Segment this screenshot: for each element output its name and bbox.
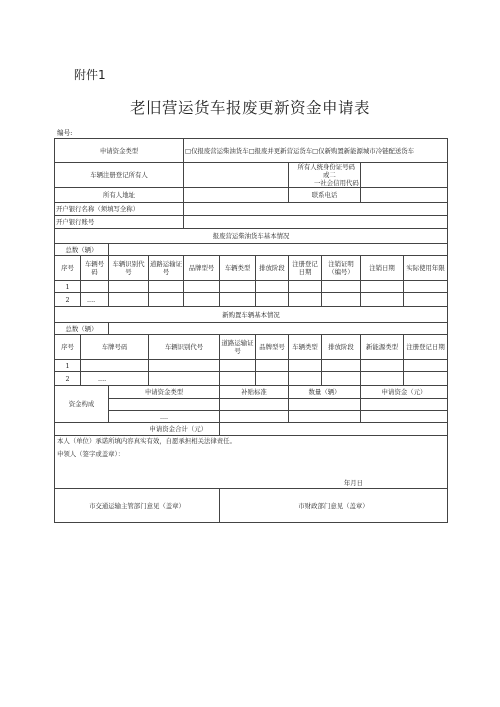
bank-name-value[interactable] <box>184 203 448 216</box>
new-section-title-row <box>55 307 448 323</box>
funding-cell[interactable] <box>289 399 361 411</box>
new-col-emission: 排放阶段 <box>322 335 361 360</box>
form-title: 老旧营运货车报废更新资金申请表 <box>129 99 370 117</box>
scrap-col-vin: 车辆识别代号 <box>109 256 149 281</box>
bank-account-row <box>55 216 448 229</box>
scrap-cell[interactable] <box>81 281 109 293</box>
new-col-index: 序号 <box>55 335 81 360</box>
funding-cell[interactable] <box>361 399 448 411</box>
scrap-cell[interactable] <box>149 293 184 307</box>
funding-header-row <box>55 386 448 399</box>
funding-col-type: 申请资金类型 <box>109 386 220 399</box>
funding-row-2 <box>55 411 448 423</box>
funding-col-standard: 补贴标准 <box>220 386 289 399</box>
owner-id-label <box>289 163 361 188</box>
new-row-ellipsis: .... <box>81 372 149 386</box>
scrap-cell[interactable] <box>289 293 322 307</box>
form-table <box>54 138 448 523</box>
scrap-cell[interactable] <box>256 293 289 307</box>
scrap-cell[interactable] <box>322 293 361 307</box>
contact-phone-value[interactable] <box>361 188 448 203</box>
new-col-reg-date: 注册登记日期 <box>404 335 448 360</box>
scrap-cell[interactable] <box>220 293 256 307</box>
bank-account-value[interactable] <box>184 216 448 229</box>
scrap-header-row <box>55 256 448 281</box>
funding-cell[interactable] <box>109 399 220 411</box>
scrap-col-transport-cert: 道路运输证号 <box>149 256 184 281</box>
scrap-total-row <box>55 244 448 256</box>
funding-col-quantity: 数量（辆） <box>289 386 361 399</box>
new-col-type: 车辆类型 <box>289 335 322 360</box>
bank-name-label: 开户银行名称（须填写全称） <box>55 203 184 216</box>
scrap-total-value[interactable] <box>109 244 448 256</box>
new-header-row <box>55 335 448 360</box>
owner-id-value[interactable] <box>361 163 448 188</box>
new-cell[interactable] <box>361 360 404 372</box>
scrap-col-brand: 品牌型号 <box>184 256 220 281</box>
owner-id-label-part2: 身份证号码或二 <box>323 163 355 179</box>
funding-total-row <box>55 423 448 436</box>
scrap-col-type: 车辆类型 <box>220 256 256 281</box>
scrap-row-1 <box>55 281 448 293</box>
declaration-cell <box>55 436 448 489</box>
new-row-index: 1 <box>55 360 81 372</box>
bank-account-label: 开户银行账号 <box>55 216 184 229</box>
new-total-label: 总数（辆） <box>55 323 109 335</box>
scrap-row-ellipsis: .... <box>81 293 109 307</box>
scrap-cell[interactable] <box>361 293 404 307</box>
scrap-cell[interactable] <box>184 293 220 307</box>
scrap-section-title: 报废营运柴油货车基本情况 <box>55 229 448 244</box>
owner-address-label: 所有人地址 <box>55 188 184 203</box>
scrap-col-service-years: 实际使用年限 <box>404 256 448 281</box>
funding-total-value[interactable] <box>220 423 448 436</box>
scrap-cell[interactable] <box>322 281 361 293</box>
scrap-row-index: 2 <box>55 293 81 307</box>
new-col-brand: 品牌型号 <box>256 335 289 360</box>
owner-id-label-part1: 所有人统 <box>297 163 324 171</box>
vehicle-owner-value[interactable] <box>184 163 289 188</box>
approvals-row <box>55 489 448 523</box>
scrap-cell[interactable] <box>109 293 149 307</box>
new-row-index: 2 <box>55 372 81 386</box>
new-cell[interactable] <box>81 360 149 372</box>
new-cell[interactable] <box>289 372 322 386</box>
new-col-transport-cert: 道路运输证号 <box>220 335 256 360</box>
new-col-vin: 车辆识别代号 <box>149 335 220 360</box>
signature-label: 申领人（签字或盖章）： <box>57 450 125 458</box>
scrap-cell[interactable] <box>404 293 448 307</box>
declaration-statement: 本人（单位）承诺所填内容真实有效，自愿承担相关法律责任。 <box>57 437 236 445</box>
scrap-row-index: 1 <box>55 281 81 293</box>
scrap-col-plate: 车辆号码 <box>81 256 109 281</box>
finance-approval[interactable]: 市财政部门意见（盖章） <box>220 489 448 523</box>
new-cell[interactable] <box>289 360 322 372</box>
funding-row-1 <box>55 399 448 411</box>
new-row-1 <box>55 360 448 372</box>
new-col-energy-type: 新能源类型 <box>361 335 404 360</box>
scrap-cell[interactable] <box>256 281 289 293</box>
funding-cell[interactable] <box>220 399 289 411</box>
scrap-cell[interactable] <box>184 281 220 293</box>
scrap-col-cancel-cert: 注销证明（编号） <box>322 256 361 281</box>
new-cell[interactable] <box>149 360 220 372</box>
funding-cell[interactable] <box>220 411 289 423</box>
scrap-section-title-row <box>55 229 448 244</box>
scrap-cell[interactable] <box>404 281 448 293</box>
scrap-col-emission: 排放阶段 <box>256 256 289 281</box>
fund-type-label: 申请资金类型 <box>55 139 184 163</box>
scrap-cell[interactable] <box>149 281 184 293</box>
new-cell[interactable] <box>361 372 404 386</box>
declaration-row <box>55 436 448 489</box>
contact-phone-label: 联系电话 <box>289 188 361 203</box>
new-cell[interactable] <box>220 372 256 386</box>
new-cell[interactable] <box>404 372 448 386</box>
fund-type-row <box>55 139 448 163</box>
funding-total-label: 申请资金合计（元） <box>55 423 220 436</box>
scrap-row-2 <box>55 293 448 307</box>
new-cell[interactable] <box>256 372 289 386</box>
owner-id-label-part3: 一社会信用代码 <box>314 179 359 187</box>
new-cell[interactable] <box>256 360 289 372</box>
new-total-row <box>55 323 448 335</box>
application-form <box>54 138 447 523</box>
new-cell[interactable] <box>220 360 256 372</box>
funding-col-amount: 申请资金（元） <box>361 386 448 399</box>
scrap-total-label: 总数（辆） <box>55 244 109 256</box>
new-cell[interactable] <box>149 372 220 386</box>
scrap-col-cancel-date: 注销日期 <box>361 256 404 281</box>
new-cell[interactable] <box>322 372 361 386</box>
date-label: 年月日 <box>343 479 364 487</box>
owner-address-row <box>55 188 448 203</box>
scrap-cell[interactable] <box>109 281 149 293</box>
vehicle-owner-row <box>55 163 448 188</box>
owner-address-value[interactable] <box>184 188 289 203</box>
scrap-cell[interactable] <box>220 281 256 293</box>
new-total-value[interactable] <box>109 323 448 335</box>
attachment-label: 附件1 <box>74 68 106 82</box>
serial-number-label: 编号: <box>57 129 73 137</box>
new-section-title: 新购置车辆基本情况 <box>55 307 448 323</box>
funding-label: 资金构成 <box>55 386 109 423</box>
vehicle-owner-label: 车辆注册登记所有人 <box>55 163 184 188</box>
scrap-cell[interactable] <box>289 281 322 293</box>
funding-cell[interactable] <box>289 411 361 423</box>
transport-approval[interactable]: 市交通运输主管部门意见（盖章） <box>55 489 220 523</box>
scrap-col-reg-date: 注册登记日期 <box>289 256 322 281</box>
bank-name-row <box>55 203 448 216</box>
scrap-col-index: 序号 <box>55 256 81 281</box>
new-row-2 <box>55 372 448 386</box>
funding-ellipsis: .... <box>109 411 220 423</box>
new-col-plate: 车牌号码 <box>81 335 149 360</box>
new-cell[interactable] <box>404 360 448 372</box>
scrap-cell[interactable] <box>361 281 404 293</box>
funding-cell[interactable] <box>361 411 448 423</box>
fund-type-options[interactable]: □仅报废营运柴油货车□报废并更新营运货车□仅新购置新能源城市冷链配送货车 <box>184 139 448 163</box>
new-cell[interactable] <box>322 360 361 372</box>
